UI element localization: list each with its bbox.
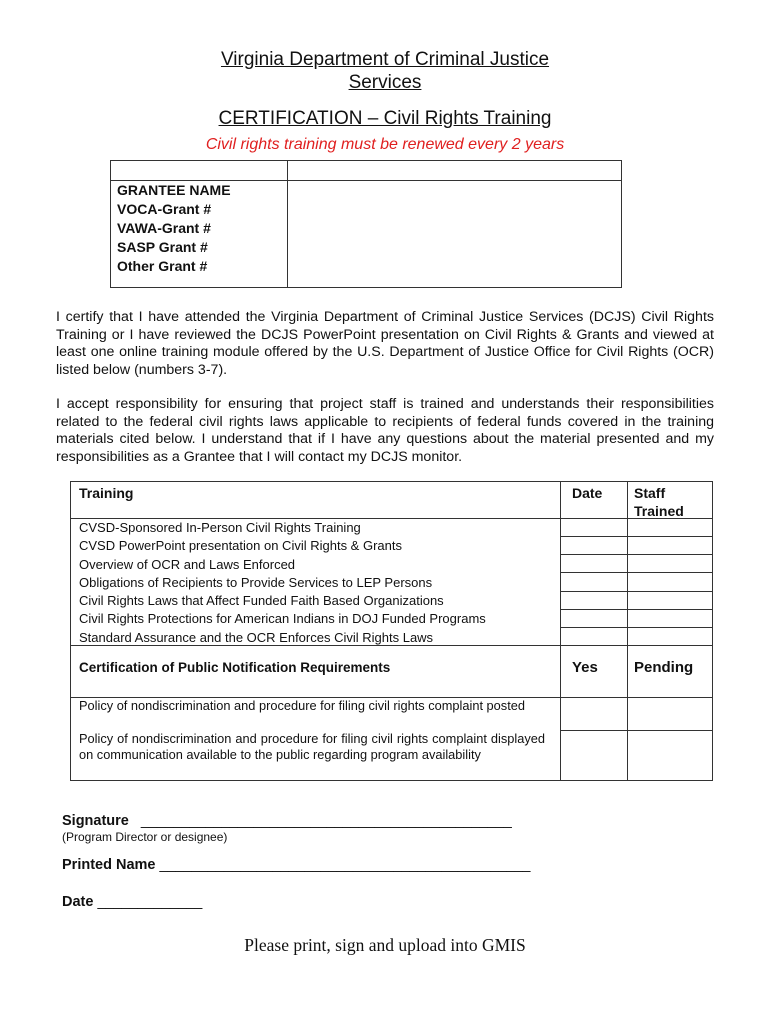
training-list bbox=[79, 519, 557, 647]
signature-note: (Program Director or designee) bbox=[62, 830, 228, 844]
renewal-notice: Civil rights training must be renewed every 2 years bbox=[205, 136, 565, 153]
signature-field[interactable] bbox=[62, 813, 512, 829]
grantee-table bbox=[110, 160, 622, 288]
list-item: Overview of OCR and Laws Enforced bbox=[79, 556, 296, 572]
certification-subtitle: CERTIFICATION – Civil Rights Training bbox=[218, 108, 552, 129]
vawa-grant-label: VAWA-Grant # bbox=[117, 220, 211, 236]
training-column-header: Training bbox=[79, 485, 134, 501]
upload-instruction: Please print, sign and upload into GMIS bbox=[244, 935, 526, 955]
sasp-grant-label: SASP Grant # bbox=[117, 239, 208, 255]
date-line: _____________ bbox=[97, 894, 203, 910]
signature-line: ______________________________________________ bbox=[140, 813, 512, 829]
voca-grant-label: VOCA-Grant # bbox=[117, 201, 212, 217]
page-title bbox=[0, 48, 770, 94]
list-item: Standard Assurance and the OCR Enforces Civil Rights Laws bbox=[79, 629, 434, 645]
grantee-value-field[interactable] bbox=[289, 181, 619, 285]
date-field[interactable] bbox=[62, 894, 202, 910]
grantee-name-label: GRANTEE NAME bbox=[117, 182, 231, 198]
certify-paragraph: I certify that I have attended the Virginia Department of Criminal Justice Services (DCJS) Civil Rights Training or I have reviewed the DCJS PowerPoint presentation on Civil Rights & Grants and viewed at least one online training module offered by the U.S. Department of Justice Office for Civil Rights (OCR) listed below (numbers 3-7). bbox=[56, 309, 714, 378]
date-column-header: Date bbox=[572, 485, 603, 501]
list-item: CVSD PowerPoint presentation on Civil Rights & Grants bbox=[79, 538, 402, 554]
notification-row-displayed: Policy of nondiscrimination and procedure for filing civil rights complaint displayed on communication available to the public regarding program availability bbox=[79, 731, 545, 763]
list-item: Obligations of Recipients to Provide Services to LEP Persons bbox=[79, 574, 433, 590]
notification-header: Certification of Public Notification Requirements bbox=[79, 660, 391, 675]
responsibility-paragraph: I accept responsibility for ensuring that project staff is trained and understands their responsibilities related to the federal civil rights laws applicable to recipients of federal funds covered in the training materials cited below. I understand that if I have any questions about the material presented and my responsibilities as a Grantee that I will contact my DCJS monitor. bbox=[56, 396, 714, 465]
signature-label: Signature bbox=[62, 813, 129, 829]
date-label: Date bbox=[62, 894, 94, 910]
title-line-2: Services bbox=[348, 72, 422, 93]
training-table bbox=[70, 481, 713, 781]
list-item: CVSD-Sponsored In-Person Civil Rights Training bbox=[79, 520, 361, 535]
printed-name-line: ______________________________________________ bbox=[159, 857, 531, 873]
yes-column-header: Yes bbox=[572, 659, 598, 676]
title-line-1: Virginia Department of Criminal Justice bbox=[220, 49, 550, 70]
list-item: Civil Rights Protections for American Indians in DOJ Funded Programs bbox=[79, 611, 486, 627]
printed-name-field[interactable] bbox=[62, 857, 530, 873]
grantee-labels bbox=[117, 181, 231, 276]
other-grant-label: Other Grant # bbox=[117, 258, 208, 274]
list-item: Civil Rights Laws that Affect Funded Faith Based Organizations bbox=[79, 593, 444, 609]
staff-trained-column-header: Staff Trained bbox=[634, 485, 684, 519]
printed-name-label: Printed Name bbox=[62, 857, 156, 873]
notification-row-posted: Policy of nondiscrimination and procedure for filing civil rights complaint posted bbox=[79, 698, 525, 713]
pending-column-header: Pending bbox=[634, 659, 694, 676]
